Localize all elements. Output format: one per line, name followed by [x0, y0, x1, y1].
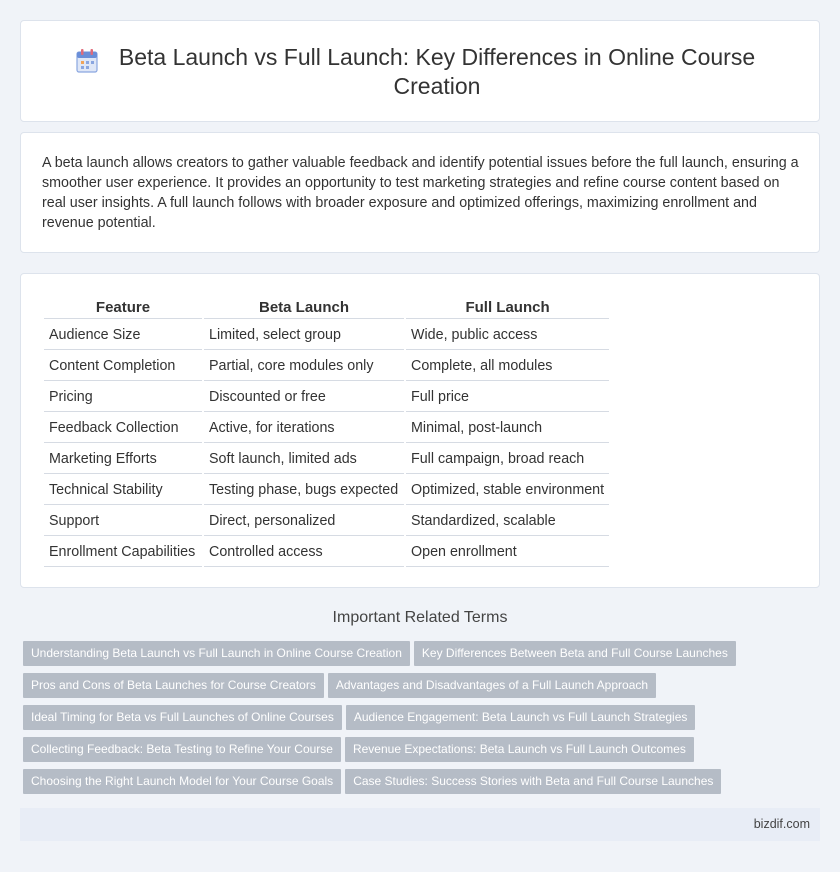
related-terms-list — [23, 641, 823, 801]
related-term-link[interactable]: Ideal Timing for Beta vs Full Launches of Online Courses — [23, 705, 342, 730]
intro-text: A beta launch allows creators to gather valuable feedback and identify potential issues before the full launch, ensuring a smoother user experience. It provides an opportunity to test marketing strategies and refine course content based on real user insights. A full launch follows with broader exposure and optimized offerings, maximizing enrollment and revenue potential. — [42, 155, 799, 231]
table-cell: Testing phase, bugs expected — [204, 476, 404, 505]
table-row — [44, 383, 609, 412]
related-term-link[interactable]: Understanding Beta Launch vs Full Launch in Online Course Creation — [23, 641, 410, 666]
intro-card — [20, 132, 820, 253]
header-full-launch: Full Launch — [406, 296, 609, 319]
table-row — [44, 507, 609, 536]
table-cell: Partial, core modules only — [204, 352, 404, 381]
comparison-table — [42, 294, 611, 569]
table-cell: Full price — [406, 383, 609, 412]
table-cell: Standardized, scalable — [406, 507, 609, 536]
table-cell: Pricing — [44, 383, 202, 412]
related-term-link[interactable]: Audience Engagement: Beta Launch vs Full Launch Strategies — [346, 705, 696, 730]
related-term-link[interactable]: Collecting Feedback: Beta Testing to Refine Your Course — [23, 737, 341, 762]
table-cell: Marketing Efforts — [44, 445, 202, 474]
related-term-link[interactable]: Pros and Cons of Beta Launches for Course Creators — [23, 673, 324, 698]
title-wrap — [21, 43, 819, 101]
table-cell: Content Completion — [44, 352, 202, 381]
table-cell: Complete, all modules — [406, 352, 609, 381]
table-cell: Minimal, post-launch — [406, 414, 609, 443]
table-row — [44, 414, 609, 443]
table-cell: Audience Size — [44, 321, 202, 350]
table-cell: Limited, select group — [204, 321, 404, 350]
related-term-link[interactable]: Case Studies: Success Stories with Beta and Full Course Launches — [345, 769, 721, 794]
related-term-link[interactable]: Key Differences Between Beta and Full Course Launches — [414, 641, 736, 666]
header-beta-launch: Beta Launch — [204, 296, 404, 319]
header-feature: Feature — [44, 296, 202, 319]
page-title: Beta Launch vs Full Launch: Key Differences in Online Course Creation — [118, 44, 756, 99]
tag-row — [23, 737, 823, 769]
table-cell: Active, for iterations — [204, 414, 404, 443]
table-cell: Controlled access — [204, 538, 404, 567]
table-cell: Feedback Collection — [44, 414, 202, 443]
table-row — [44, 352, 609, 381]
table-cell: Discounted or free — [204, 383, 404, 412]
table-row — [44, 321, 609, 350]
footer — [20, 808, 820, 841]
table-cell: Open enrollment — [406, 538, 609, 567]
table-cell: Optimized, stable environment — [406, 476, 609, 505]
related-term-link[interactable]: Revenue Expectations: Beta Launch vs Full Launch Outcomes — [345, 737, 694, 762]
tag-row — [23, 705, 823, 737]
table-cell: Support — [44, 507, 202, 536]
table-cell: Full campaign, broad reach — [406, 445, 609, 474]
table-cell: Direct, personalized — [204, 507, 404, 536]
tag-row — [23, 769, 823, 801]
related-terms-title: Important Related Terms — [332, 609, 508, 626]
header-card — [20, 20, 820, 122]
table-row — [44, 476, 609, 505]
table-header-row — [44, 296, 609, 319]
table-cell: Soft launch, limited ads — [204, 445, 404, 474]
table-cell: Enrollment Capabilities — [44, 538, 202, 567]
table-row — [44, 445, 609, 474]
related-term-link[interactable]: Choosing the Right Launch Model for Your Course Goals — [23, 769, 341, 794]
calendar-icon — [75, 48, 99, 74]
comparison-card — [20, 273, 820, 588]
tag-row — [23, 641, 823, 673]
footer-site-link[interactable]: bizdif.com — [753, 817, 810, 831]
table-row — [44, 538, 609, 567]
tag-row — [23, 673, 823, 705]
related-term-link[interactable]: Advantages and Disadvantages of a Full Launch Approach — [328, 673, 656, 698]
table-cell: Wide, public access — [406, 321, 609, 350]
table-cell: Technical Stability — [44, 476, 202, 505]
